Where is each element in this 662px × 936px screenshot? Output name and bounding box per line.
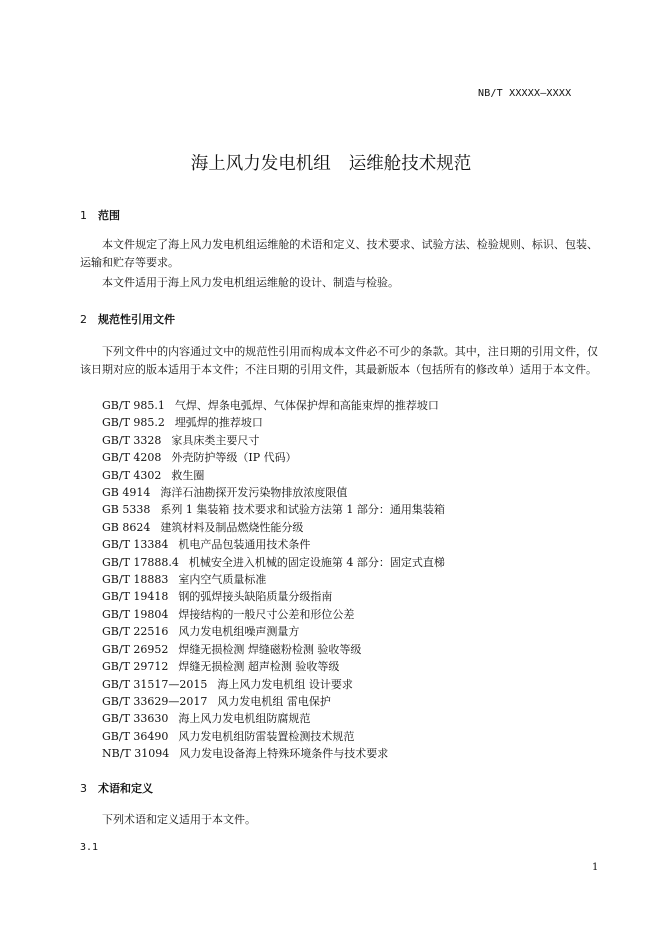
reference-item xyxy=(102,519,602,536)
section-1-paragraph-1: 本文件规定了海上风力发电机组运维舱的术语和定义、技术要求、试验方法、检验规则、标识、包装、运输和贮存等要求。 xyxy=(80,238,598,269)
reference-item xyxy=(102,467,602,484)
document-code: NB/T XXXXX—XXXX xyxy=(478,88,572,99)
reference-item xyxy=(102,658,602,675)
reference-item xyxy=(102,641,602,658)
reference-code: GB/T 13384 xyxy=(102,538,169,552)
reference-item xyxy=(102,554,602,571)
reference-code: GB 4914 xyxy=(102,486,151,500)
reference-code: GB/T 3328 xyxy=(102,433,162,447)
section-3-number: 3 xyxy=(80,782,87,795)
reference-code: GB/T 31517—2015 xyxy=(102,677,208,691)
section-2-title: 规范性引用文件 xyxy=(98,313,175,326)
reference-title: 家具床类主要尺寸 xyxy=(171,433,260,447)
section-2-number: 2 xyxy=(80,313,87,326)
reference-item xyxy=(102,397,602,414)
section-2-heading xyxy=(80,311,175,327)
reference-title: 机电产品包装通用技术条件 xyxy=(178,538,311,552)
reference-item xyxy=(102,588,602,605)
reference-item xyxy=(102,623,602,640)
reference-item xyxy=(102,710,602,727)
reference-code: GB/T 33630 xyxy=(102,712,169,726)
reference-item xyxy=(102,432,602,449)
section-1-heading xyxy=(80,207,120,223)
reference-title: 海上风力发电机组 设计要求 xyxy=(217,677,353,691)
title-part-2: 运维舱技术规范 xyxy=(348,154,472,174)
reference-item xyxy=(102,536,602,553)
reference-title: 焊接结构的一般尺寸公差和形位公差 xyxy=(178,607,355,621)
reference-title: 系列 1 集装箱 技术要求和试验方法第 1 部分：通用集装箱 xyxy=(160,503,445,517)
reference-item xyxy=(102,606,602,623)
reference-code: GB/T 17888.4 xyxy=(102,555,179,569)
reference-code: GB 5338 xyxy=(102,503,151,517)
reference-title: 气焊、焊条电弧焊、气体保护焊和高能束焊的推荐坡口 xyxy=(174,399,439,412)
reference-code: GB 8624 xyxy=(102,520,151,534)
reference-item xyxy=(102,501,602,518)
reference-item xyxy=(102,728,602,745)
reference-title: 焊缝无损检测 超声检测 验收等级 xyxy=(178,660,340,674)
section-2-intro: 下列文件中的内容通过文中的规范性引用而构成本文件必不可少的条款。其中，注日期的引用文件，仅该日期对应的版本适用于本文件；不注日期的引用文件，其最新版本（包括所有的修改单）适用于本文件。 xyxy=(80,345,598,376)
document-title xyxy=(0,150,662,175)
reference-title: 风力发电机组噪声测量方 xyxy=(178,625,300,639)
reference-item xyxy=(102,449,602,466)
section-1-title: 范围 xyxy=(98,209,120,222)
reference-title: 海洋石油勘探开发污染物排放浓度限值 xyxy=(160,486,348,500)
reference-title: 室内空气质量标准 xyxy=(178,573,267,587)
reference-code: GB/T 18883 xyxy=(102,573,169,587)
reference-code: GB/T 26952 xyxy=(102,642,169,656)
reference-item xyxy=(102,484,602,501)
reference-title: 风力发电设备海上特殊环境条件与技术要求 xyxy=(179,747,389,761)
reference-item xyxy=(102,676,602,693)
reference-code: GB/T 33629—2017 xyxy=(102,694,208,708)
reference-title: 风力发电机组 雷电保护 xyxy=(217,694,331,708)
reference-title: 救生圈 xyxy=(171,468,205,482)
reference-title: 风力发电机组防雷装置检测技术规范 xyxy=(178,729,355,743)
title-part-1: 海上风力发电机组 xyxy=(190,154,331,174)
reference-title: 埋弧焊的推荐坡口 xyxy=(174,416,263,430)
section-3-intro: 下列术语和定义适用于本文件。 xyxy=(102,813,256,826)
reference-title: 海上风力发电机组防腐规范 xyxy=(178,712,311,726)
reference-item xyxy=(102,414,602,431)
reference-code: GB/T 985.2 xyxy=(102,416,165,430)
section-1-paragraph-2: 本文件适用于海上风力发电机组运维舱的设计、制造与检验。 xyxy=(102,276,399,289)
section-3-title: 术语和定义 xyxy=(98,782,153,795)
reference-item xyxy=(102,571,602,588)
reference-title: 外壳防护等级（IP 代码） xyxy=(171,451,297,465)
reference-code: GB/T 29712 xyxy=(102,660,169,674)
reference-title: 钢的弧焊接头缺陷质量分级指南 xyxy=(178,590,333,604)
reference-item xyxy=(102,745,602,762)
reference-code: GB/T 22516 xyxy=(102,625,169,639)
reference-code: GB/T 19418 xyxy=(102,590,169,604)
reference-item xyxy=(102,693,602,710)
reference-title: 机械安全进入机械的固定设施第 4 部分：固定式直梯 xyxy=(188,555,445,569)
page-number: 1 xyxy=(592,862,599,873)
reference-list xyxy=(102,397,602,763)
reference-code: GB/T 4208 xyxy=(102,451,162,465)
reference-code: GB/T 4302 xyxy=(102,468,162,482)
reference-code: GB/T 36490 xyxy=(102,729,169,743)
reference-title: 焊缝无损检测 焊缝磁粉检测 验收等级 xyxy=(178,642,362,656)
section-1-number: 1 xyxy=(80,209,87,222)
subsection-number: 3.1 xyxy=(80,842,99,853)
reference-title: 建筑材料及制品燃烧性能分级 xyxy=(160,520,304,534)
section-3-heading xyxy=(80,780,153,796)
reference-code: NB/T 31094 xyxy=(102,747,170,761)
reference-code: GB/T 19804 xyxy=(102,607,169,621)
reference-code: GB/T 985.1 xyxy=(102,399,165,412)
